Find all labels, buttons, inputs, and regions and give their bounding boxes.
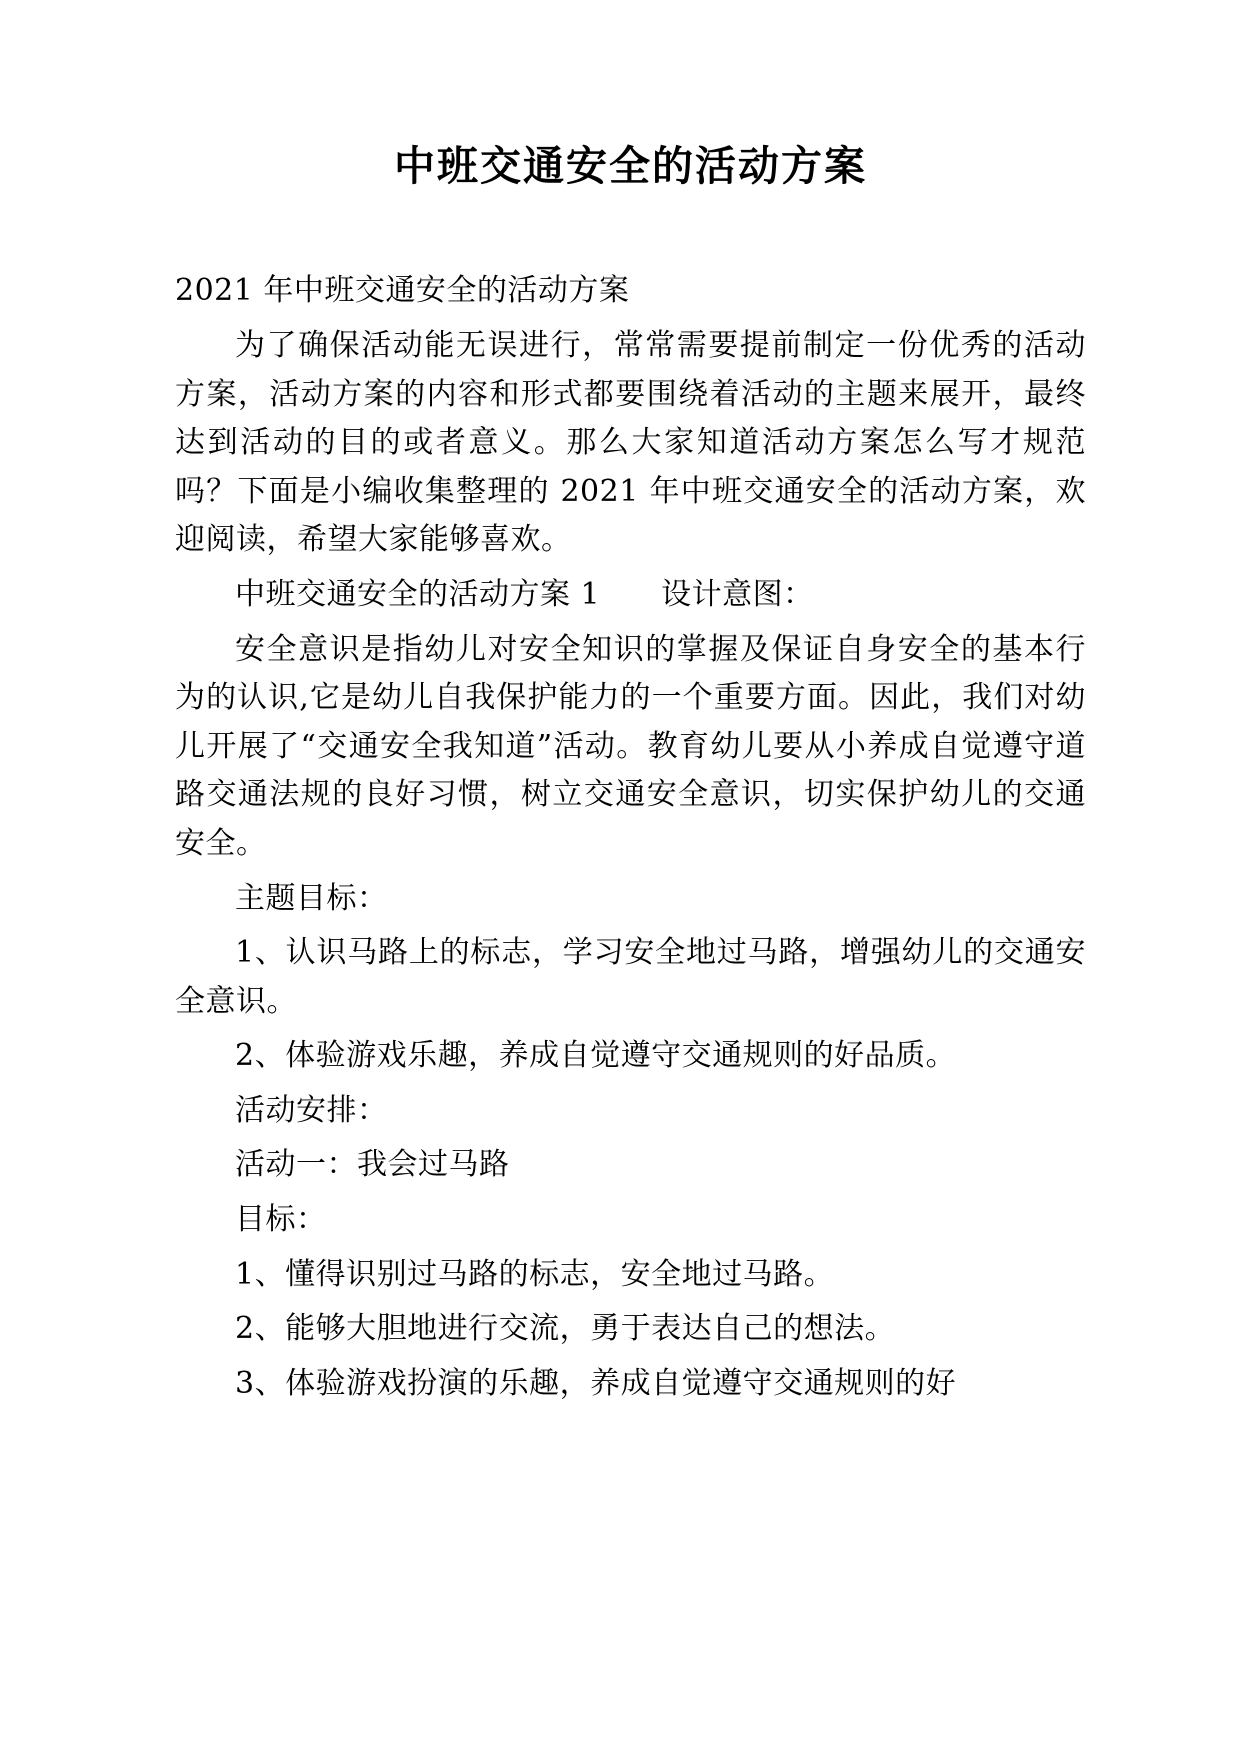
paragraph-theme-goal-heading: 主题目标： xyxy=(235,880,388,916)
paragraph-goal-heading: 目标： xyxy=(235,1202,327,1238)
paragraph-design-intent: 安全意识是指幼儿对安全知识的掌握及保证自身安全的基本行为的认识,它是幼儿自我保护能力的一个重要方面。因此，我们对幼儿开展了“交通安全我知道”活动。教育幼儿要从小养成自觉遵守道路交通法规的良好习惯，树立交通安全意识，切实保护幼儿的交通安全。 xyxy=(175,631,1086,861)
paragraph-goal-1: 1、懂得识别过马路的标志，安全地过马路。 xyxy=(235,1256,835,1292)
paragraph-plan-heading: 中班交通安全的活动方案 1 设计意图： xyxy=(235,576,814,612)
paragraph-goal-3: 3、体验游戏扮演的乐趣，养成自觉遵守交通规则的好 xyxy=(235,1365,957,1401)
paragraph-activity-one: 活动一：我会过马路 xyxy=(235,1147,510,1183)
paragraph-activity-arrangement-heading: 活动安排： xyxy=(235,1092,388,1128)
paragraph-goal-2: 2、能够大胆地进行交流，勇于表达自己的想法。 xyxy=(235,1311,896,1347)
paragraph-subtitle: 2021 年中班交通安全的活动方案 xyxy=(175,273,630,309)
document-body xyxy=(175,267,1086,1408)
paragraph-theme-goal-1: 1、认识马路上的标志，学习安全地过马路，增强幼儿的交通安全意识。 xyxy=(175,935,1086,1019)
page-title: 中班交通安全的活动方案 xyxy=(394,142,867,190)
paragraph-theme-goal-2: 2、体验游戏乐趣，养成自觉遵守交通规则的好品质。 xyxy=(235,1038,957,1074)
paragraph-intro: 为了确保活动能无误进行，常常需要提前制定一份优秀的活动方案，活动方案的内容和形式都要围绕着活动的主题来展开，最终达到活动的目的或者意义。那么大家知道活动方案怎么写才规范吗？下面是小编收集整理的 2021 年中班交通安全的活动方案，欢迎阅读，希望大家能够喜欢。 xyxy=(175,327,1086,558)
